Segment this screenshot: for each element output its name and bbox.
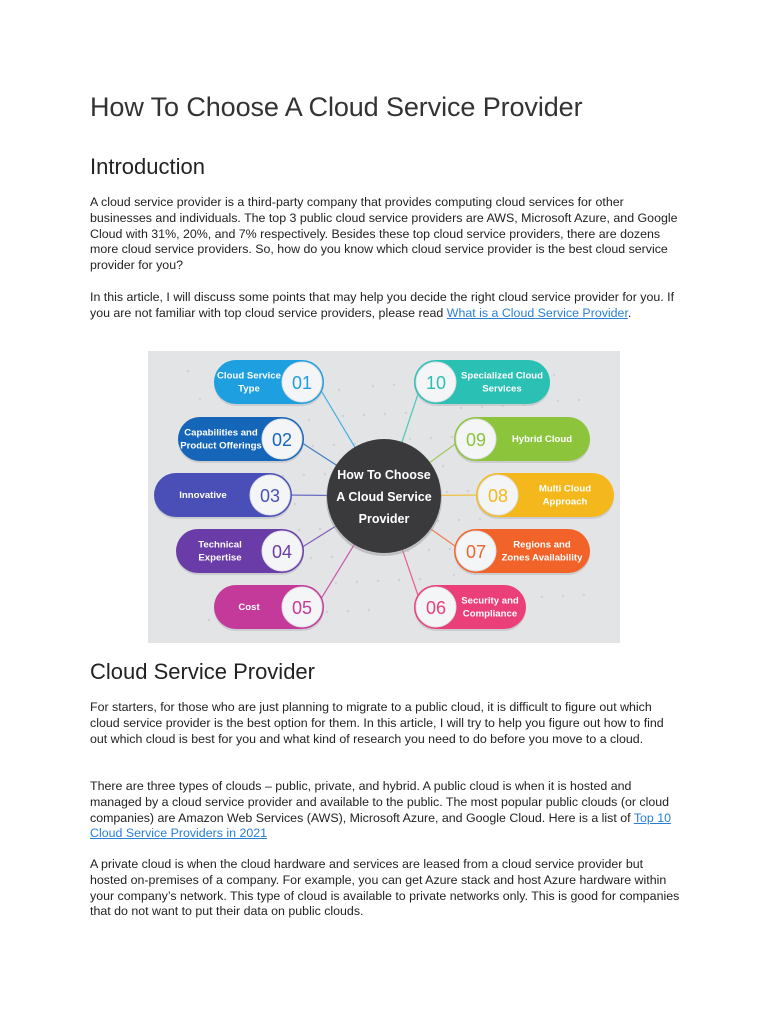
pill-label: Technical xyxy=(198,539,242,551)
map-dot xyxy=(453,574,455,576)
map-dot xyxy=(419,578,421,580)
pill-label: Cost xyxy=(238,602,260,613)
top-10-providers-link[interactable]: Top 10 Cloud Service Providers in 2021 xyxy=(90,810,672,841)
map-dot xyxy=(324,473,326,475)
map-dot xyxy=(338,389,340,391)
pill-label: Product Offerings xyxy=(180,440,262,452)
map-dot xyxy=(319,528,321,530)
map-dot xyxy=(479,518,481,520)
map-dot xyxy=(187,370,189,372)
map-dot xyxy=(333,444,335,446)
pill-label: Specialized Cloud xyxy=(460,370,544,382)
map-dot xyxy=(312,445,314,447)
map-dot xyxy=(467,490,469,492)
map-dot xyxy=(363,414,365,416)
pill-label: Type xyxy=(238,383,260,395)
pill-number: 07 xyxy=(465,542,487,562)
pill-number: 08 xyxy=(487,486,509,506)
pill-number: 10 xyxy=(425,373,447,393)
infographic-svg xyxy=(148,351,620,643)
map-dot xyxy=(310,557,312,559)
map-dot xyxy=(326,611,328,613)
map-dot xyxy=(208,619,210,621)
map-dot xyxy=(335,582,337,584)
map-dot xyxy=(430,437,432,439)
pill-label: Innovative xyxy=(179,490,227,501)
map-dot xyxy=(460,407,462,409)
map-dot xyxy=(294,503,296,505)
map-dot xyxy=(449,548,451,550)
intro-paragraph-2-text: In this article, I will discuss some points that may help you decide the right cloud service provider for you. If you are not familiar with top cloud service providers, please read xyxy=(90,290,675,320)
pill-number: 03 xyxy=(259,486,281,506)
pill-label: Services xyxy=(482,383,522,395)
map-dot xyxy=(356,581,358,583)
map-dot xyxy=(451,436,453,438)
map-dot xyxy=(342,415,344,417)
section-heading-cloud-service-provider: Cloud Service Provider xyxy=(90,659,315,684)
map-dot xyxy=(428,549,430,551)
pill-number: 02 xyxy=(271,430,293,450)
map-dot xyxy=(541,596,543,598)
page-title: How To Choose A Cloud Service Provider xyxy=(90,92,583,122)
pill-number: 05 xyxy=(291,598,313,618)
csp-paragraph-2-text: There are three types of clouds – public, private, and hybrid. A public cloud is when it is hosted and managed by a cloud service provider and available to the public. The most popular public clouds (or cloud companies) are Amazon Web Services (AWS), Microsoft Azure, and Google Cloud. Here is a list of xyxy=(90,779,670,825)
map-dot xyxy=(557,400,559,402)
map-dot xyxy=(331,556,333,558)
intro-paragraph-2-after: . xyxy=(627,305,632,320)
cloud-provider-infographic xyxy=(148,351,620,643)
pill-number: 09 xyxy=(465,430,487,450)
csp-paragraph-1: For starters, for those who are just planning to migrate to a public cloud, it is difficult to figure out which cloud service provider is the best option for them. In this article, I will try to help you figure out how to find out which cloud is best for you and what kind of research you need to do before you move to a cloud. xyxy=(90,700,664,746)
map-dot xyxy=(442,465,444,467)
pill-number: 04 xyxy=(271,542,293,562)
csp-paragraph-2 xyxy=(90,779,680,842)
map-dot xyxy=(308,419,310,421)
map-dot xyxy=(578,399,580,401)
pill-label: Zones Availability xyxy=(501,552,583,564)
pill-label: Multi Cloud xyxy=(538,483,592,495)
map-dot xyxy=(377,580,379,582)
pill-label: Regions and xyxy=(513,539,571,551)
map-dot xyxy=(199,398,201,400)
intro-paragraph-1: A cloud service provider is a third-party company that provides computing cloud services for other businesses and individuals. The top 3 public cloud service providers are AWS, Microsoft Azure, and Google Cloud with 31%, 20%, and 7% respectively. Besides these top cloud service providers, there are dozens more cloud service providers. So, how do you know which cloud service provider is the best cloud service provider for you? xyxy=(90,195,678,273)
map-dot xyxy=(372,385,374,387)
intro-paragraph-2 xyxy=(90,290,680,322)
center-title-line: A Cloud Service xyxy=(336,490,432,504)
map-dot xyxy=(303,474,305,476)
map-dot xyxy=(298,529,300,531)
map-dot xyxy=(553,374,555,376)
map-dot xyxy=(446,491,448,493)
map-dot xyxy=(409,438,411,440)
center-title-line: How To Choose xyxy=(337,468,431,482)
pill-label: Hybrid Cloud xyxy=(511,434,573,445)
pill-number: 06 xyxy=(425,598,447,618)
center-title-line: Provider xyxy=(358,512,410,526)
map-dot xyxy=(368,609,370,611)
map-dot xyxy=(583,594,585,596)
pill-label: Approach xyxy=(542,496,588,508)
map-dot xyxy=(458,519,460,521)
pill-label: Capabilities and xyxy=(184,427,258,439)
map-dot xyxy=(562,595,564,597)
pill-label: Expertise xyxy=(198,552,242,564)
map-dot xyxy=(393,384,395,386)
map-dot xyxy=(481,406,483,408)
map-dot xyxy=(347,610,349,612)
pill-label: Cloud Service xyxy=(217,370,281,382)
csp-paragraph-3: A private cloud is when the cloud hardware and services are leased from a cloud service provider but hosted on-premises of a company. For example, you can get Azure stack and host Azure hardware within your company’s network. This type of cloud is available to private networks only. This is good for companies that do not want to put their data on public clouds. xyxy=(90,857,680,919)
pill-label: Compliance xyxy=(462,608,518,620)
what-is-cloud-provider-link[interactable]: What is a Cloud Service Provider xyxy=(446,305,628,320)
map-dot xyxy=(398,579,400,581)
pill-number: 01 xyxy=(291,373,313,393)
pill-label: Security and xyxy=(461,595,519,607)
section-heading-introduction: Introduction xyxy=(90,154,205,179)
map-dot xyxy=(384,413,386,415)
map-dot xyxy=(405,412,407,414)
